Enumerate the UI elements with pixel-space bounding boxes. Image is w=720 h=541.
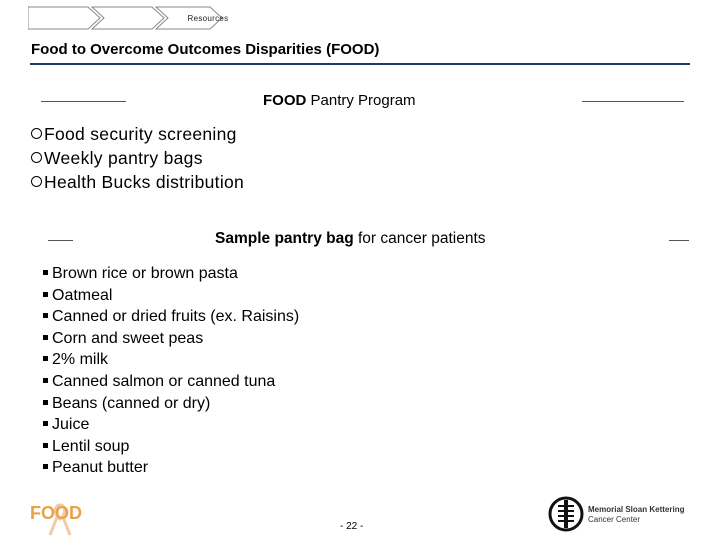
pantry-program-heading-bold: FOOD xyxy=(263,92,307,109)
list-item: Food security screening xyxy=(31,122,244,146)
page-number: - 22 - xyxy=(340,521,364,532)
divider-left xyxy=(41,101,126,102)
circle-bullet-icon xyxy=(31,176,42,187)
list-item: Canned or dried fruits (ex. Raisins) xyxy=(43,306,299,328)
square-bullet-icon xyxy=(43,335,48,340)
square-bullet-icon xyxy=(43,270,48,275)
divider-right-2 xyxy=(669,240,689,241)
list-item: Weekly pantry bags xyxy=(31,146,244,170)
msk-logo-line2: Cancer Center xyxy=(588,515,641,524)
list-item: Corn and sweet peas xyxy=(43,328,299,350)
sample-bag-heading-rest: for cancer patients xyxy=(353,230,486,247)
pantry-program-heading-rest: Pantry Program xyxy=(306,92,416,109)
breadcrumb-item-resources[interactable]: Resources xyxy=(187,14,229,23)
square-bullet-icon xyxy=(43,378,48,383)
divider-left-2 xyxy=(48,240,73,241)
list-item: Juice xyxy=(43,414,299,436)
breadcrumb-step-2 xyxy=(92,7,164,29)
list-item: 2% milk xyxy=(43,349,299,371)
square-bullet-icon xyxy=(43,421,48,426)
list-item: Oatmeal xyxy=(43,285,299,307)
sample-bag-heading xyxy=(215,230,486,248)
list-item: Health Bucks distribution xyxy=(31,170,244,194)
list-item: Beans (canned or dry) xyxy=(43,393,299,415)
square-bullet-icon xyxy=(43,443,48,448)
square-bullet-icon xyxy=(43,464,48,469)
sample-bag-heading-bold: Sample pantry bag xyxy=(215,230,354,247)
list-item: Lentil soup xyxy=(43,436,299,458)
msk-logo xyxy=(548,492,698,536)
pantry-program-heading xyxy=(263,92,416,109)
circle-bullet-icon xyxy=(31,128,42,139)
square-bullet-icon xyxy=(43,356,48,361)
breadcrumb xyxy=(28,6,228,30)
square-bullet-icon xyxy=(43,313,48,318)
msk-seal-icon xyxy=(548,492,584,536)
circle-bullet-icon xyxy=(31,152,42,163)
page-title: Food to Overcome Outcomes Disparities (FOOD) xyxy=(31,41,380,58)
list-item: Brown rice or brown pasta xyxy=(43,263,299,285)
divider-right xyxy=(582,101,684,102)
title-underline xyxy=(30,63,690,65)
breadcrumb-step-1 xyxy=(28,7,100,29)
list-item: Peanut butter xyxy=(43,457,299,479)
square-bullet-icon xyxy=(43,292,48,297)
square-bullet-icon xyxy=(43,400,48,405)
sample-bag-list xyxy=(43,263,299,479)
food-logo xyxy=(30,497,90,537)
msk-logo-line1: Memorial Sloan Kettering xyxy=(588,505,685,514)
food-logo-text: FOOD xyxy=(30,503,82,523)
pantry-program-list xyxy=(31,122,244,194)
list-item: Canned salmon or canned tuna xyxy=(43,371,299,393)
